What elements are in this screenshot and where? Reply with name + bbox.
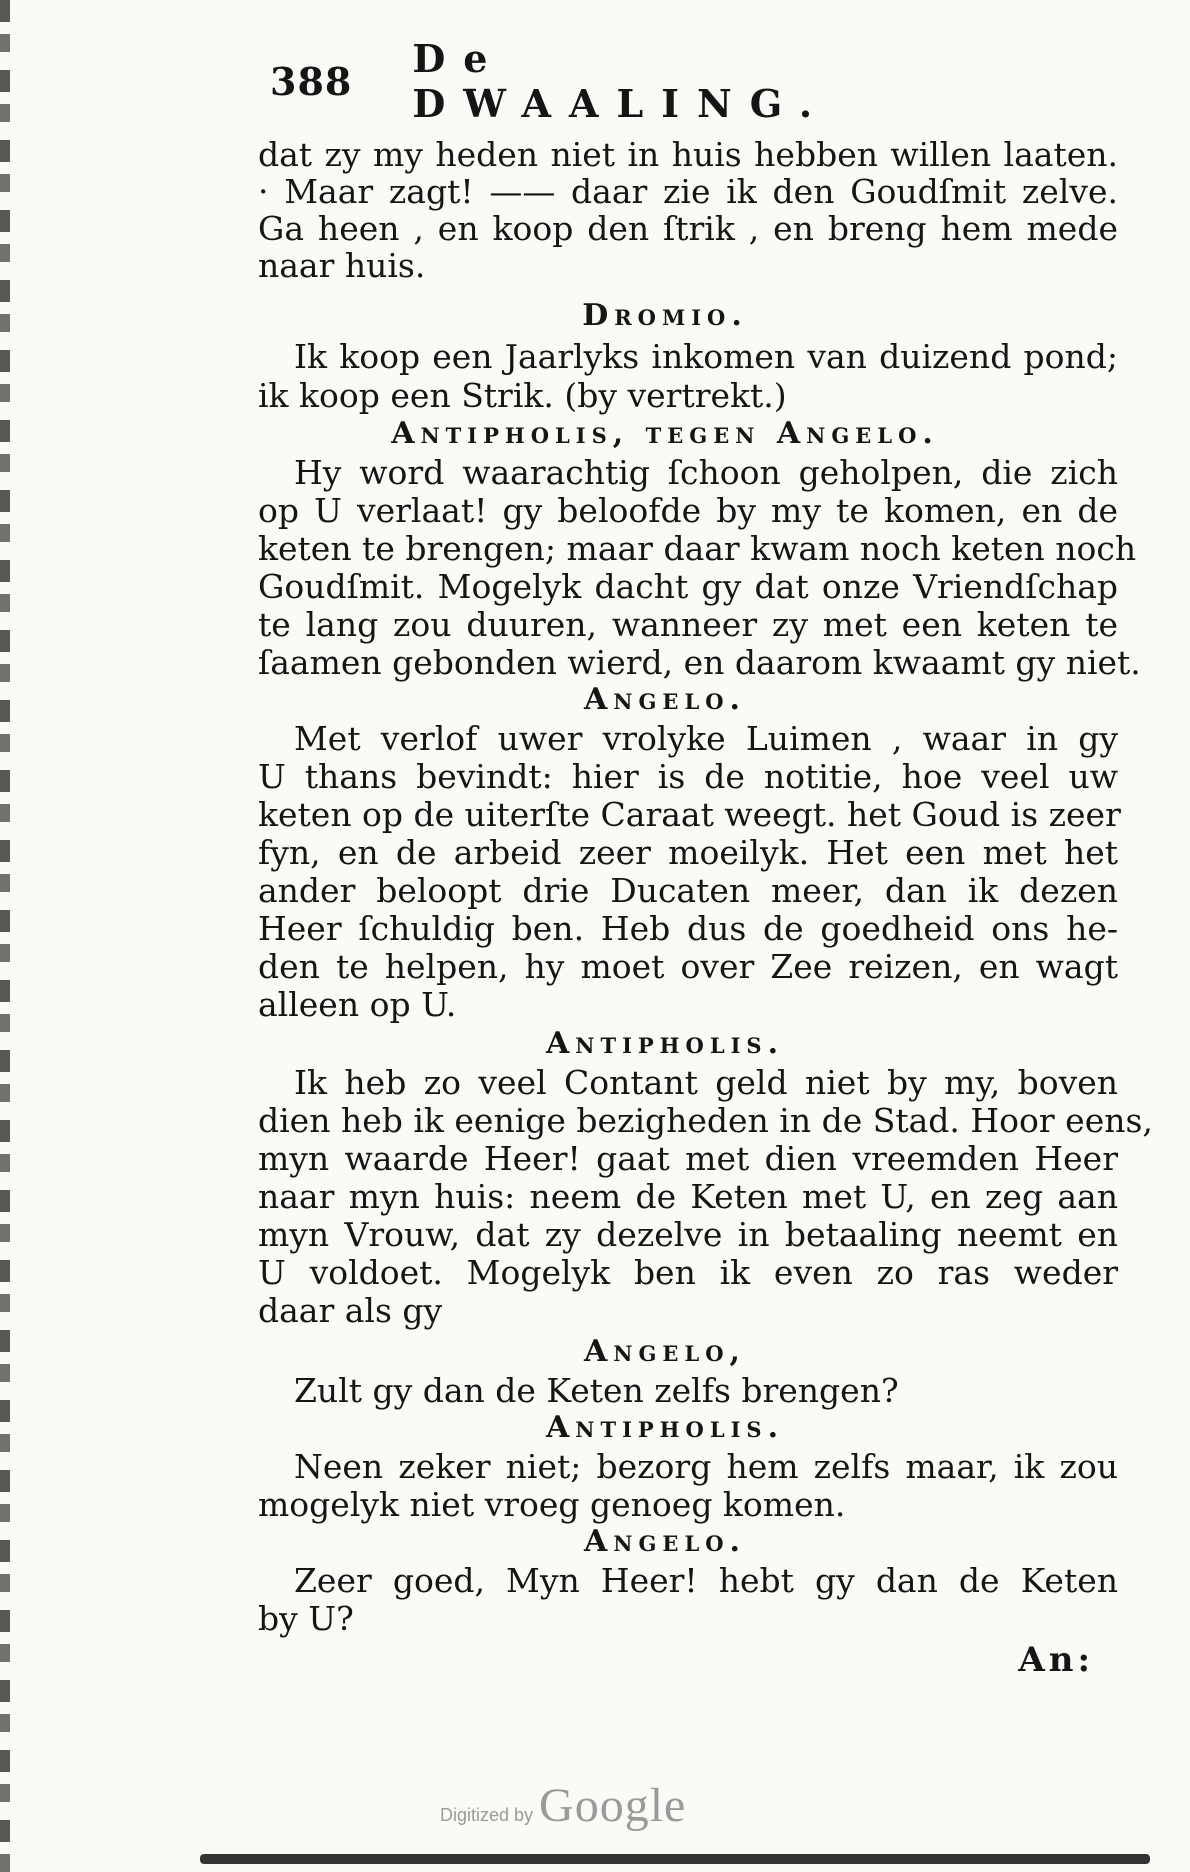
text-line: Goudſmit. Mogelyk dacht gy dat onze Vriendſchap [258, 567, 1118, 606]
text-line: U thans bevindt: hier is de notitie, hoe veel uw [258, 757, 1118, 796]
text-line: myn Vrouw, dat zy dezelve in betaaling neemt en [258, 1215, 1118, 1254]
text-line: by U? [258, 1599, 354, 1638]
text-line: Met verlof uwer vrolyke Luimen , waar in gy [294, 719, 1118, 758]
text-line: ſaamen gebonden wierd, en daarom kwaamt gy niet. [258, 643, 1141, 682]
text-line: te lang zou duuren, wanneer zy met een keten te [258, 605, 1118, 644]
text-line: dat zy my heden niet in huis hebben willen laaten. [258, 135, 1118, 174]
text-line: Ik koop een Jaarlyks inkomen van duizend pond; [294, 337, 1118, 376]
speaker-heading: Antipholis, tegen Angelo. [391, 416, 939, 451]
digitized-watermark [440, 1778, 687, 1832]
watermark-prefix: Digitized by [440, 1805, 534, 1825]
page-header [270, 36, 950, 126]
text-line: Ga heen , en koop den ſtrik , en breng hem mede [258, 209, 1118, 248]
speaker-heading: Antipholis. [545, 1026, 785, 1061]
speaker-heading: Angelo, [584, 1334, 746, 1369]
text-line: Heer ſchuldig ben. Heb dus de goedheid ons he- [258, 909, 1118, 948]
text-line: fyn, en de arbeid zeer moeilyk. Het een met het [258, 833, 1118, 872]
text-line: keten op de uiterſte Caraat weegt. het Goud is zeer [258, 795, 1121, 834]
page-number: 388 [270, 58, 353, 104]
page-bottom-edge [200, 1854, 1150, 1864]
speaker-heading: Angelo. [584, 682, 746, 717]
text-line: op U verlaat! gy beloofde by my te komen, en de [258, 491, 1118, 530]
text-line: U voldoet. Mogelyk ben ik even zo ras weder [258, 1253, 1118, 1292]
page-binding-edge [0, 0, 10, 1872]
text-line: den te helpen, hy moet over Zee reizen, en wagt [258, 947, 1118, 986]
text-line: Neen zeker niet; bezorg hem zelfs maar, ik zou [294, 1447, 1118, 1486]
text-line: Zult gy dan de Keten zelfs brengen? [294, 1371, 899, 1410]
google-logo: Google [539, 1779, 687, 1832]
text-line: alleen op U. [258, 985, 457, 1024]
text-line: dien heb ik eenige bezigheden in de Stad. Hoor eens, [258, 1101, 1153, 1140]
speaker-heading: Antipholis. [545, 1410, 785, 1445]
text-line: ik koop een Strik. (by vertrekt.) [258, 376, 787, 415]
text-line: myn waarde Heer! gaat met dien vreemden Heer [258, 1139, 1118, 1178]
speaker-heading: Dromio. [582, 298, 748, 333]
text-line: naar myn huis: neem de Keten met U, en zeg aan [258, 1177, 1118, 1216]
text-line: keten te brengen; maar daar kwam noch keten noch [258, 529, 1137, 568]
text-line: daar als gy [258, 1291, 443, 1330]
text-line: Hy word waarachtig ſchoon geholpen, die zich [294, 453, 1118, 492]
text-line: mogelyk niet vroeg genoeg komen. [258, 1485, 846, 1524]
text-line: · Maar zagt! —— daar zie ik den Goudſmit zelve. [258, 172, 1118, 211]
running-title: De DWAALING. [412, 36, 831, 126]
catchword: An: [1018, 1640, 1094, 1680]
text-line: ander beloopt drie Ducaten meer, dan ik dezen [258, 871, 1118, 910]
speaker-heading: Angelo. [584, 1524, 746, 1559]
text-line: Ik heb zo veel Contant geld niet by my, boven [294, 1063, 1118, 1102]
text-line: naar huis. [258, 246, 426, 285]
text-line: Zeer goed, Myn Heer! hebt gy dan de Keten [294, 1561, 1118, 1600]
